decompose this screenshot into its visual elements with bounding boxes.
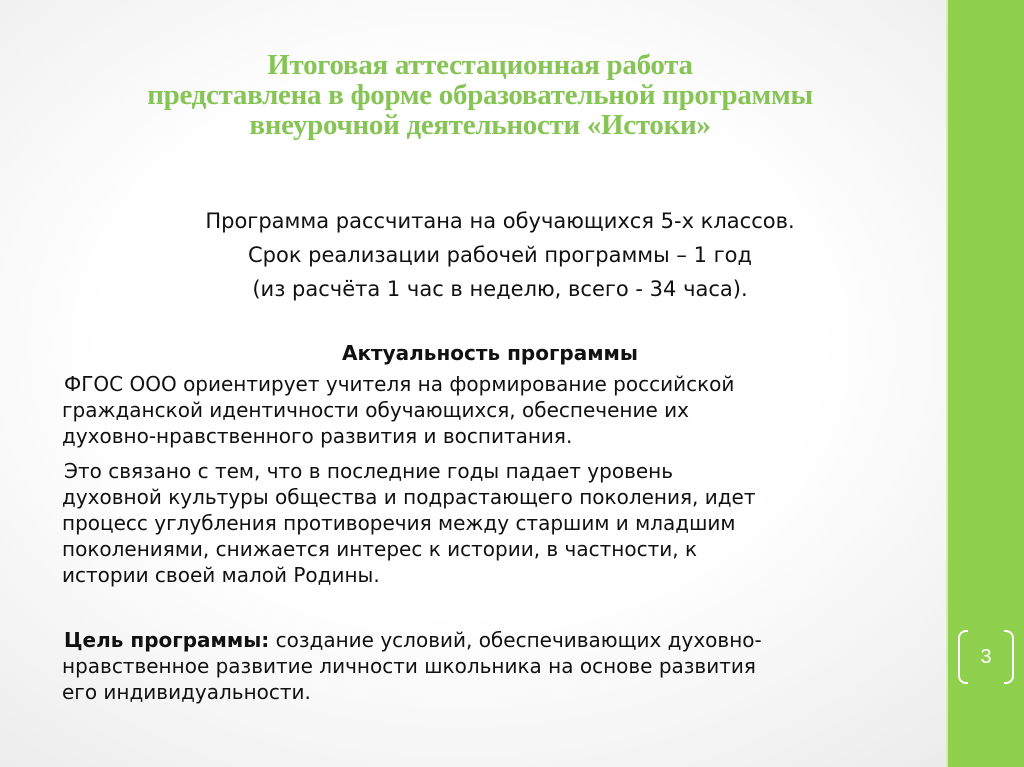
right-brace-icon <box>1004 630 1014 684</box>
left-brace-icon <box>958 630 968 684</box>
title-line-3: внеурочной деятельности «Истоки» <box>249 109 711 141</box>
goal-line-1 <box>40 627 940 653</box>
paragraph-2-line-3: процесс углубления противоречия между старшим и младшим <box>62 511 736 535</box>
goal-line-1-text: создание условий, обеспечивающих духовно- <box>269 628 762 652</box>
paragraph-2-line-2: духовной культуры общества и подрастающего поколения, идет <box>62 485 756 509</box>
program-intro <box>120 204 880 306</box>
intro-line-2: Срок реализации рабочей программы – 1 год <box>247 243 753 267</box>
paragraph-1-line-1: ФГОС ООО ориентирует учителя на формирование российской <box>64 372 735 396</box>
slide-title <box>60 50 900 140</box>
goal-label: Цель программы: <box>64 628 270 652</box>
page-number <box>958 630 1014 684</box>
intro-line-1: Программа рассчитана на обучающихся 5-х классов. <box>205 209 795 233</box>
paragraph-2-line-1: Это связано с тем, что в последние годы падает уровень <box>64 459 674 483</box>
goal-paragraph <box>40 627 940 705</box>
goal-line-2: нравственное развитие личности школьника на основе развития <box>62 654 756 678</box>
paragraph-2-line-4: поколениями, снижается интерес к истории, в частности, к <box>62 537 698 561</box>
relevance-heading: Актуальность программы <box>341 341 638 365</box>
paragraph-1-line-2: гражданской идентичности обучающихся, обеспечение их <box>62 398 689 422</box>
goal-line-3: его индивидуальности. <box>62 680 311 704</box>
page-number-text: 3 <box>980 645 992 668</box>
relevance-paragraph-2 <box>40 458 940 588</box>
title-line-1: Итоговая аттестационная работа <box>267 49 693 81</box>
relevance-paragraph-1 <box>40 371 940 449</box>
title-line-2: представлена в форме образовательной программы <box>147 79 813 111</box>
intro-line-3: (из расчёта 1 час в неделю, всего - 34 часа). <box>252 277 748 301</box>
paragraph-1-line-3: духовно-нравственного развития и воспитания. <box>62 424 573 448</box>
paragraph-2-line-5: истории своей малой Родины. <box>62 563 380 587</box>
